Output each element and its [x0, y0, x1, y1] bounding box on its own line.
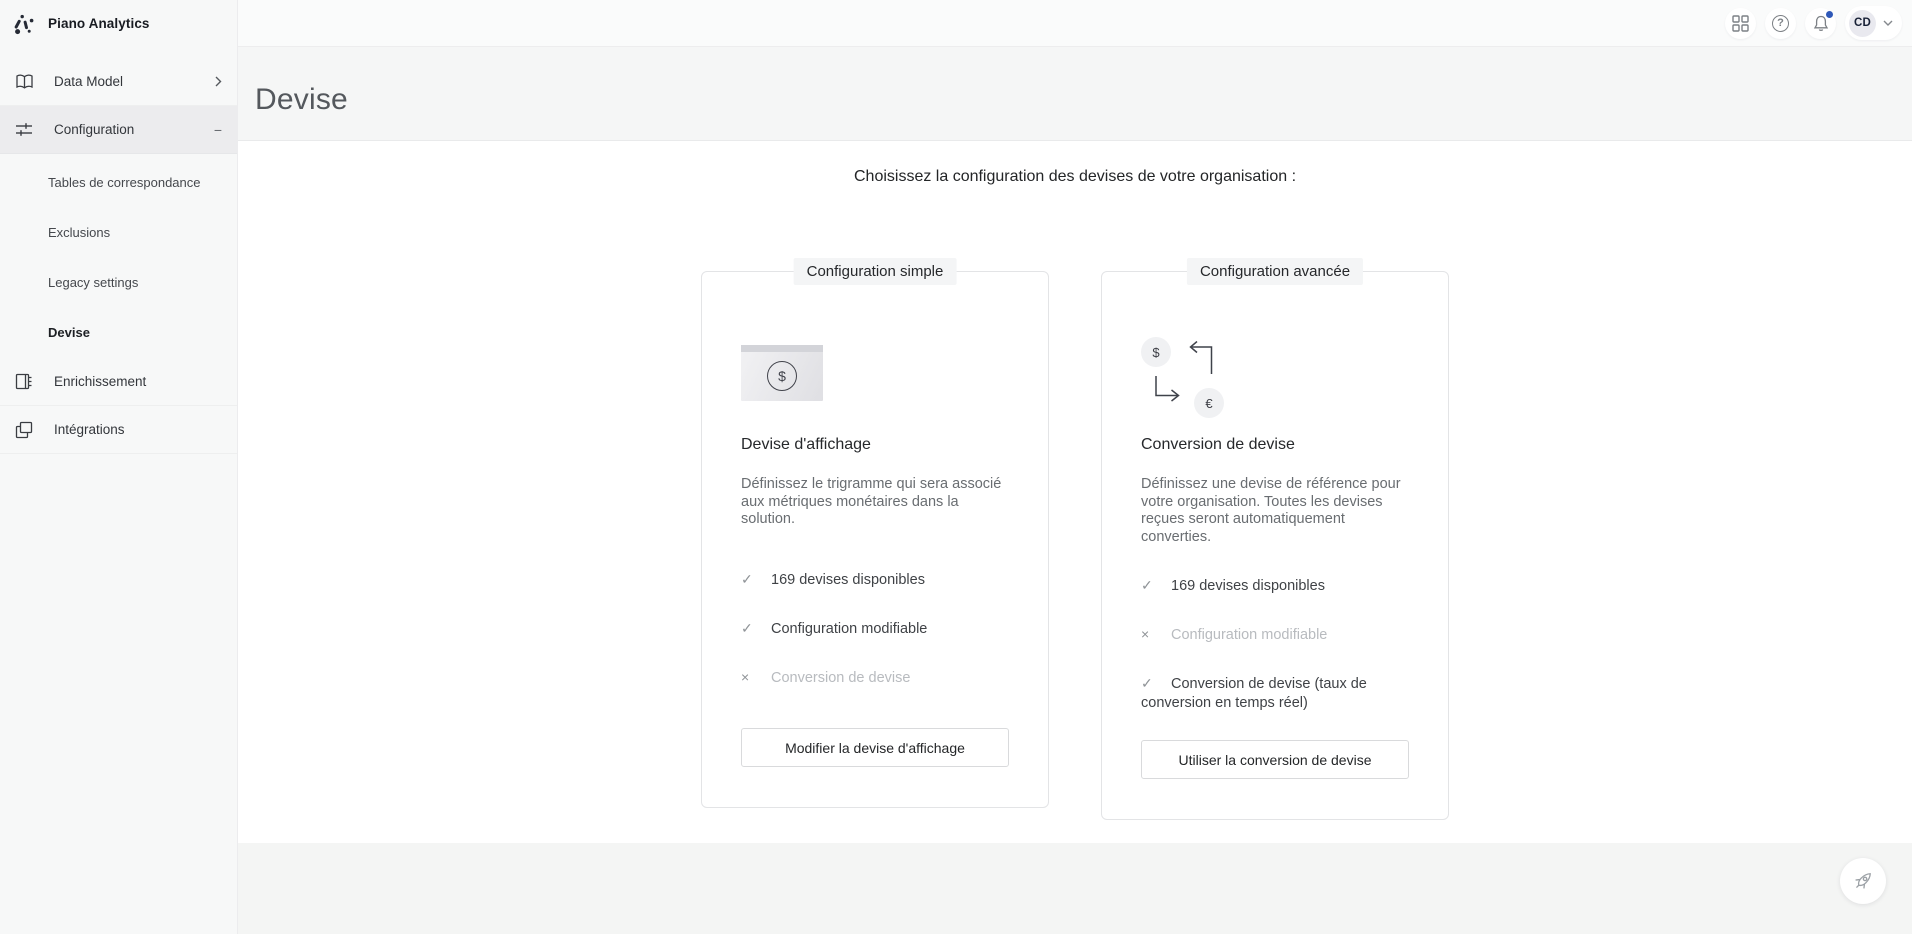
main-content	[238, 141, 1912, 843]
brand-name: Piano Analytics	[48, 16, 150, 31]
dollar-coin-icon	[767, 361, 797, 391]
advanced-configuration-card	[1101, 263, 1449, 820]
sidebar-item-label: Intégrations	[54, 422, 125, 437]
sidebar-item-devise[interactable]: Devise	[48, 325, 90, 340]
euro-bubble-icon: €	[1194, 388, 1224, 418]
feature-label: Conversion de devise (taux de conversion en temps réel)	[1141, 676, 1367, 711]
collapse-icon[interactable]: −	[213, 121, 222, 138]
feature-item	[1141, 674, 1409, 713]
footer-strip	[238, 843, 1912, 934]
sidebar-nav	[0, 58, 237, 454]
sidebar-item-tables-de-correspondance[interactable]: Tables de correspondance	[48, 175, 201, 190]
simple-configuration-card	[701, 263, 1049, 808]
configuration-cards	[238, 263, 1912, 820]
notifications-button[interactable]	[1805, 8, 1836, 39]
cross-icon: ×	[741, 668, 750, 685]
feature-list	[741, 570, 1009, 688]
help-button[interactable]	[1765, 8, 1796, 39]
feature-item	[741, 668, 1009, 688]
apps-grid-button[interactable]	[1725, 8, 1756, 39]
help-icon: ?	[1772, 15, 1789, 32]
integrations-icon	[14, 421, 34, 439]
chevron-right-icon	[215, 76, 222, 87]
notification-dot	[1826, 11, 1833, 18]
avatar: CD	[1849, 10, 1876, 37]
feature-item	[741, 619, 1009, 639]
book-icon	[14, 73, 34, 90]
dollar-bubble-icon: $	[1141, 337, 1171, 367]
sidebar-item-legacy-settings[interactable]: Legacy settings	[48, 275, 139, 290]
sidebar	[0, 0, 238, 934]
arrow-right-icon	[1154, 376, 1181, 403]
check-icon: ✓	[1141, 675, 1153, 691]
feature-list	[1141, 576, 1409, 713]
card-badge-simple: Configuration simple	[794, 258, 957, 285]
notebook-icon	[14, 373, 34, 390]
rocket-icon	[1852, 870, 1875, 893]
sidebar-item-configuration[interactable]	[0, 106, 237, 154]
feature-label: 169 devises disponibles	[1171, 578, 1325, 594]
chevron-down-icon	[1883, 20, 1893, 26]
check-icon: ✓	[741, 570, 753, 587]
sliders-icon	[14, 121, 34, 138]
sidebar-item-data-model[interactable]	[0, 58, 237, 106]
display-currency-illustration	[741, 345, 823, 401]
currency-conversion-illustration	[1141, 337, 1271, 418]
card-badge-advanced: Configuration avancée	[1187, 258, 1363, 285]
rocket-button[interactable]	[1840, 858, 1886, 904]
card-description: Définissez une devise de référence pour votre organisation. Toutes les devises reçues seront automatiquement converties.	[1141, 476, 1401, 545]
feature-item	[741, 570, 1009, 590]
sidebar-item-label: Configuration	[54, 122, 135, 137]
card-heading: Conversion de devise	[1141, 436, 1295, 453]
use-currency-conversion-button[interactable]: Utiliser la conversion de devise	[1141, 740, 1409, 779]
sidebar-item-label: Data Model	[54, 74, 124, 89]
feature-label: Configuration modifiable	[1171, 627, 1328, 643]
check-icon: ✓	[1141, 577, 1153, 593]
sidebar-item-exclusions[interactable]: Exclusions	[48, 225, 111, 240]
arrow-left-icon	[1188, 341, 1214, 375]
card-description: Définissez le trigramme qui sera associé aux métriques monétaires dans la solution.	[741, 476, 1002, 527]
cross-icon: ×	[1141, 626, 1150, 642]
dollar-symbol: $	[778, 367, 786, 384]
feature-label: 169 devises disponibles	[771, 571, 925, 588]
page-intro: Choisissez la configuration des devises de votre organisation :	[853, 168, 1297, 185]
sidebar-item-integrations[interactable]	[0, 406, 237, 454]
brand[interactable]	[0, 0, 237, 47]
card-heading: Devise d'affichage	[741, 436, 871, 453]
modify-display-currency-button[interactable]: Modifier la devise d'affichage	[741, 728, 1009, 767]
apps-grid-icon	[1732, 15, 1749, 32]
configuration-subnav	[0, 154, 237, 358]
page-title: Devise	[255, 83, 348, 116]
feature-label: Conversion de devise	[771, 669, 911, 686]
sidebar-item-enrichissement[interactable]	[0, 358, 237, 406]
feature-label: Configuration modifiable	[771, 620, 928, 637]
user-menu[interactable]	[1845, 6, 1902, 40]
sidebar-item-label: Enrichissement	[54, 374, 147, 389]
check-icon: ✓	[741, 619, 753, 636]
feature-item	[1141, 576, 1409, 596]
topbar	[238, 0, 1912, 47]
feature-item	[1141, 625, 1409, 645]
page-header	[238, 47, 1912, 141]
piano-analytics-logo-icon	[13, 12, 37, 36]
